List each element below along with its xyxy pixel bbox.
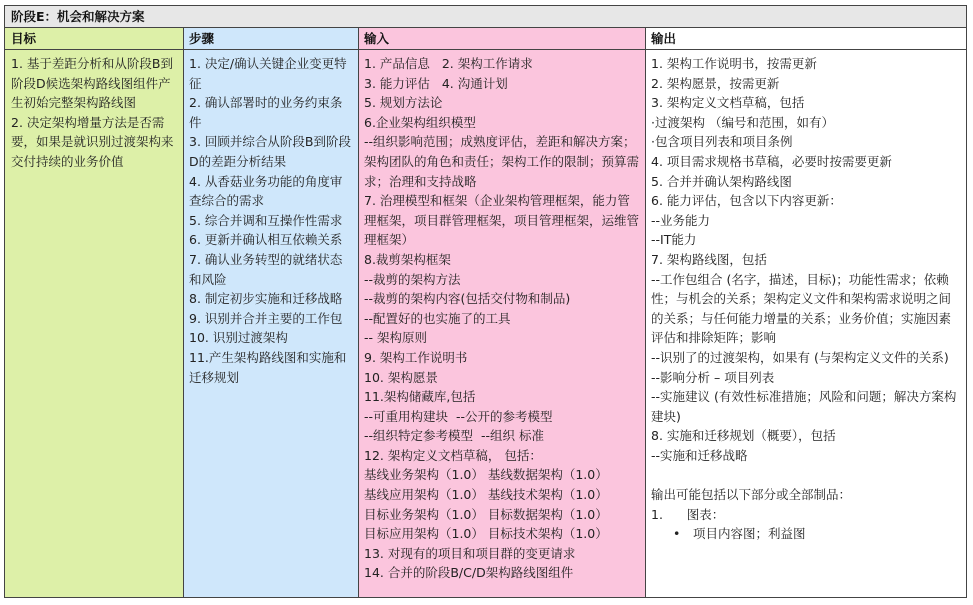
step-item: 3. 回顾并综合从阶段B到阶段D的差距分析结果	[189, 134, 351, 169]
input-item: 5. 规划方法论	[364, 95, 443, 111]
input-item: 基线应用架构（1.0） 基线技术架构（1.0）	[364, 487, 608, 503]
output-item: --实施建议 (有效性标准措施；风险和问题；解决方案构建块)	[651, 389, 957, 424]
output-item: 6. 能力评估，包含以下内容更新：	[651, 193, 842, 209]
step-item: 11.产生架构路线图和实施和迁移规划	[189, 349, 347, 385]
output-item: 1. 图表：	[651, 506, 725, 522]
step-item: 8. 制定初步实施和迁移战略	[189, 291, 343, 307]
inputs-column	[358, 50, 645, 597]
output-item: ·过渡架构 （编号和范围，如有）	[651, 114, 834, 130]
column-divider	[183, 28, 184, 597]
step-item: 6. 更新并确认相互依赖关系	[189, 232, 343, 248]
input-item: 11.架构储藏库,包括	[364, 389, 476, 405]
header-inputs: 输入	[358, 28, 645, 49]
input-item: 9. 架构工作说明书	[364, 349, 468, 365]
input-item: 8.裁剪架构框架	[364, 251, 451, 267]
step-item: 5. 综合并调和互操作性需求	[189, 212, 343, 228]
input-item: 6.企业架构组织模型	[364, 114, 476, 130]
step-item: 7. 确认业务转型的就绪状态和风险	[189, 251, 343, 287]
input-item: --裁剪的架构方法	[364, 271, 461, 287]
input-item: --配置好的也实施了的工具	[364, 310, 511, 326]
header-row	[5, 28, 966, 50]
goal-column	[5, 50, 183, 597]
output-item: 3. 架构定义文档草稿，包括	[651, 95, 805, 111]
input-item: 12. 架构定义文档草稿， 包括：	[364, 447, 542, 463]
output-item: --IT能力	[651, 232, 697, 248]
step-item: 9. 识别并合并主要的工作包	[189, 310, 343, 326]
input-item: --可重用构建块 --公开的参考模型	[364, 408, 553, 424]
input-item: --组织特定参考模型 --组织 标准	[364, 428, 544, 444]
goal-item: 1. 基于差距分析和从阶段B到阶段D候选架构路线图组件产生初始完整架构路线图	[11, 56, 173, 111]
goal-item: 2. 决定架构增量方法是否需要，如果是就识别过渡架构来交付持续的业务价值	[11, 114, 174, 169]
column-divider	[645, 28, 646, 597]
step-item: 2. 确认部署时的业务约束条件	[189, 95, 343, 130]
input-item: 1. 产品信息 2. 架构工作请求	[364, 56, 533, 71]
output-item: 4. 项目需求规格书草稿，必要时按需要更新	[651, 153, 892, 169]
input-item: --组织影响范围；成熟度评估，差距和解决方案；架构团队的角色和责任；架构工作的限制；预算需求；治理和支持战略	[364, 134, 640, 189]
output-item: --实施和迁移战略	[651, 447, 748, 463]
output-item: --工作包组合 (名字，描述，目标)；功能性需求；依赖性；与机会的关系；架构定义文件和架构需求说明之间的关系；与任何能力增量的关系；业务价值；实施因素评估和排除矩阵；影响	[651, 271, 952, 346]
output-item: 8. 实施和迁移规划（概要），包括	[651, 428, 836, 444]
input-item: 13. 对现有的项目和项目群的变更请求	[364, 545, 576, 561]
output-spacer	[651, 465, 960, 485]
output-item: 1. 架构工作说明书，按需更新	[651, 56, 817, 71]
input-item: --裁剪的架构内容(包括交付物和制品)	[364, 291, 571, 307]
output-item: --业务能力	[651, 212, 711, 228]
output-item: ·包含项目列表和项目条例	[651, 134, 793, 150]
steps-column	[183, 50, 358, 597]
output-bullet-item	[651, 524, 960, 544]
input-item: 基线业务架构（1.0） 基线数据架构（1.0）	[364, 467, 608, 483]
output-item: 2. 架构愿景，按需更新	[651, 75, 780, 91]
table-title: 阶段E：机会和解决方案	[5, 6, 966, 28]
phase-e-table	[4, 5, 967, 598]
input-item: 目标应用架构（1.0） 目标技术架构（1.0）	[364, 526, 608, 542]
input-item: -- 架构原则	[364, 330, 427, 346]
column-divider	[358, 28, 359, 597]
output-item: --影响分析 – 项目列表	[651, 369, 775, 385]
input-item: 目标业务架构（1.0） 目标数据架构（1.0）	[364, 506, 608, 522]
input-item: 3. 能力评估 4. 沟通计划	[364, 75, 508, 91]
output-bullet-text: 项目内容图；利益图	[693, 526, 806, 542]
step-item: 1. 决定/确认关键企业变更特征	[189, 56, 347, 91]
input-item: 14. 合并的阶段B/C/D架构路线图组件	[364, 565, 574, 581]
bullet-dot-icon: •	[673, 526, 681, 542]
output-item: 5. 合并并确认架构路线图	[651, 173, 792, 189]
outputs-column	[645, 50, 966, 597]
output-item: 输出可能包括以下部分或全部制品：	[651, 487, 852, 503]
output-item: --识别了的过渡架构，如果有 (与架构定义文件的关系)	[651, 349, 949, 365]
input-item: 7. 治理模型和框架（企业架构管理框架，能力管理框架，项目群管理框架，项目管理框架，运维管理框架）	[364, 193, 640, 248]
step-item: 4. 从香菇业务功能的角度审查综合的需求	[189, 173, 343, 209]
step-item: 10. 识别过渡架构	[189, 330, 288, 346]
input-item: 10. 架构愿景	[364, 369, 438, 385]
output-item: 7. 架构路线图，包括	[651, 251, 767, 267]
header-outputs: 输出	[645, 28, 966, 49]
header-steps: 步骤	[183, 28, 358, 49]
header-goal: 目标	[5, 28, 183, 49]
